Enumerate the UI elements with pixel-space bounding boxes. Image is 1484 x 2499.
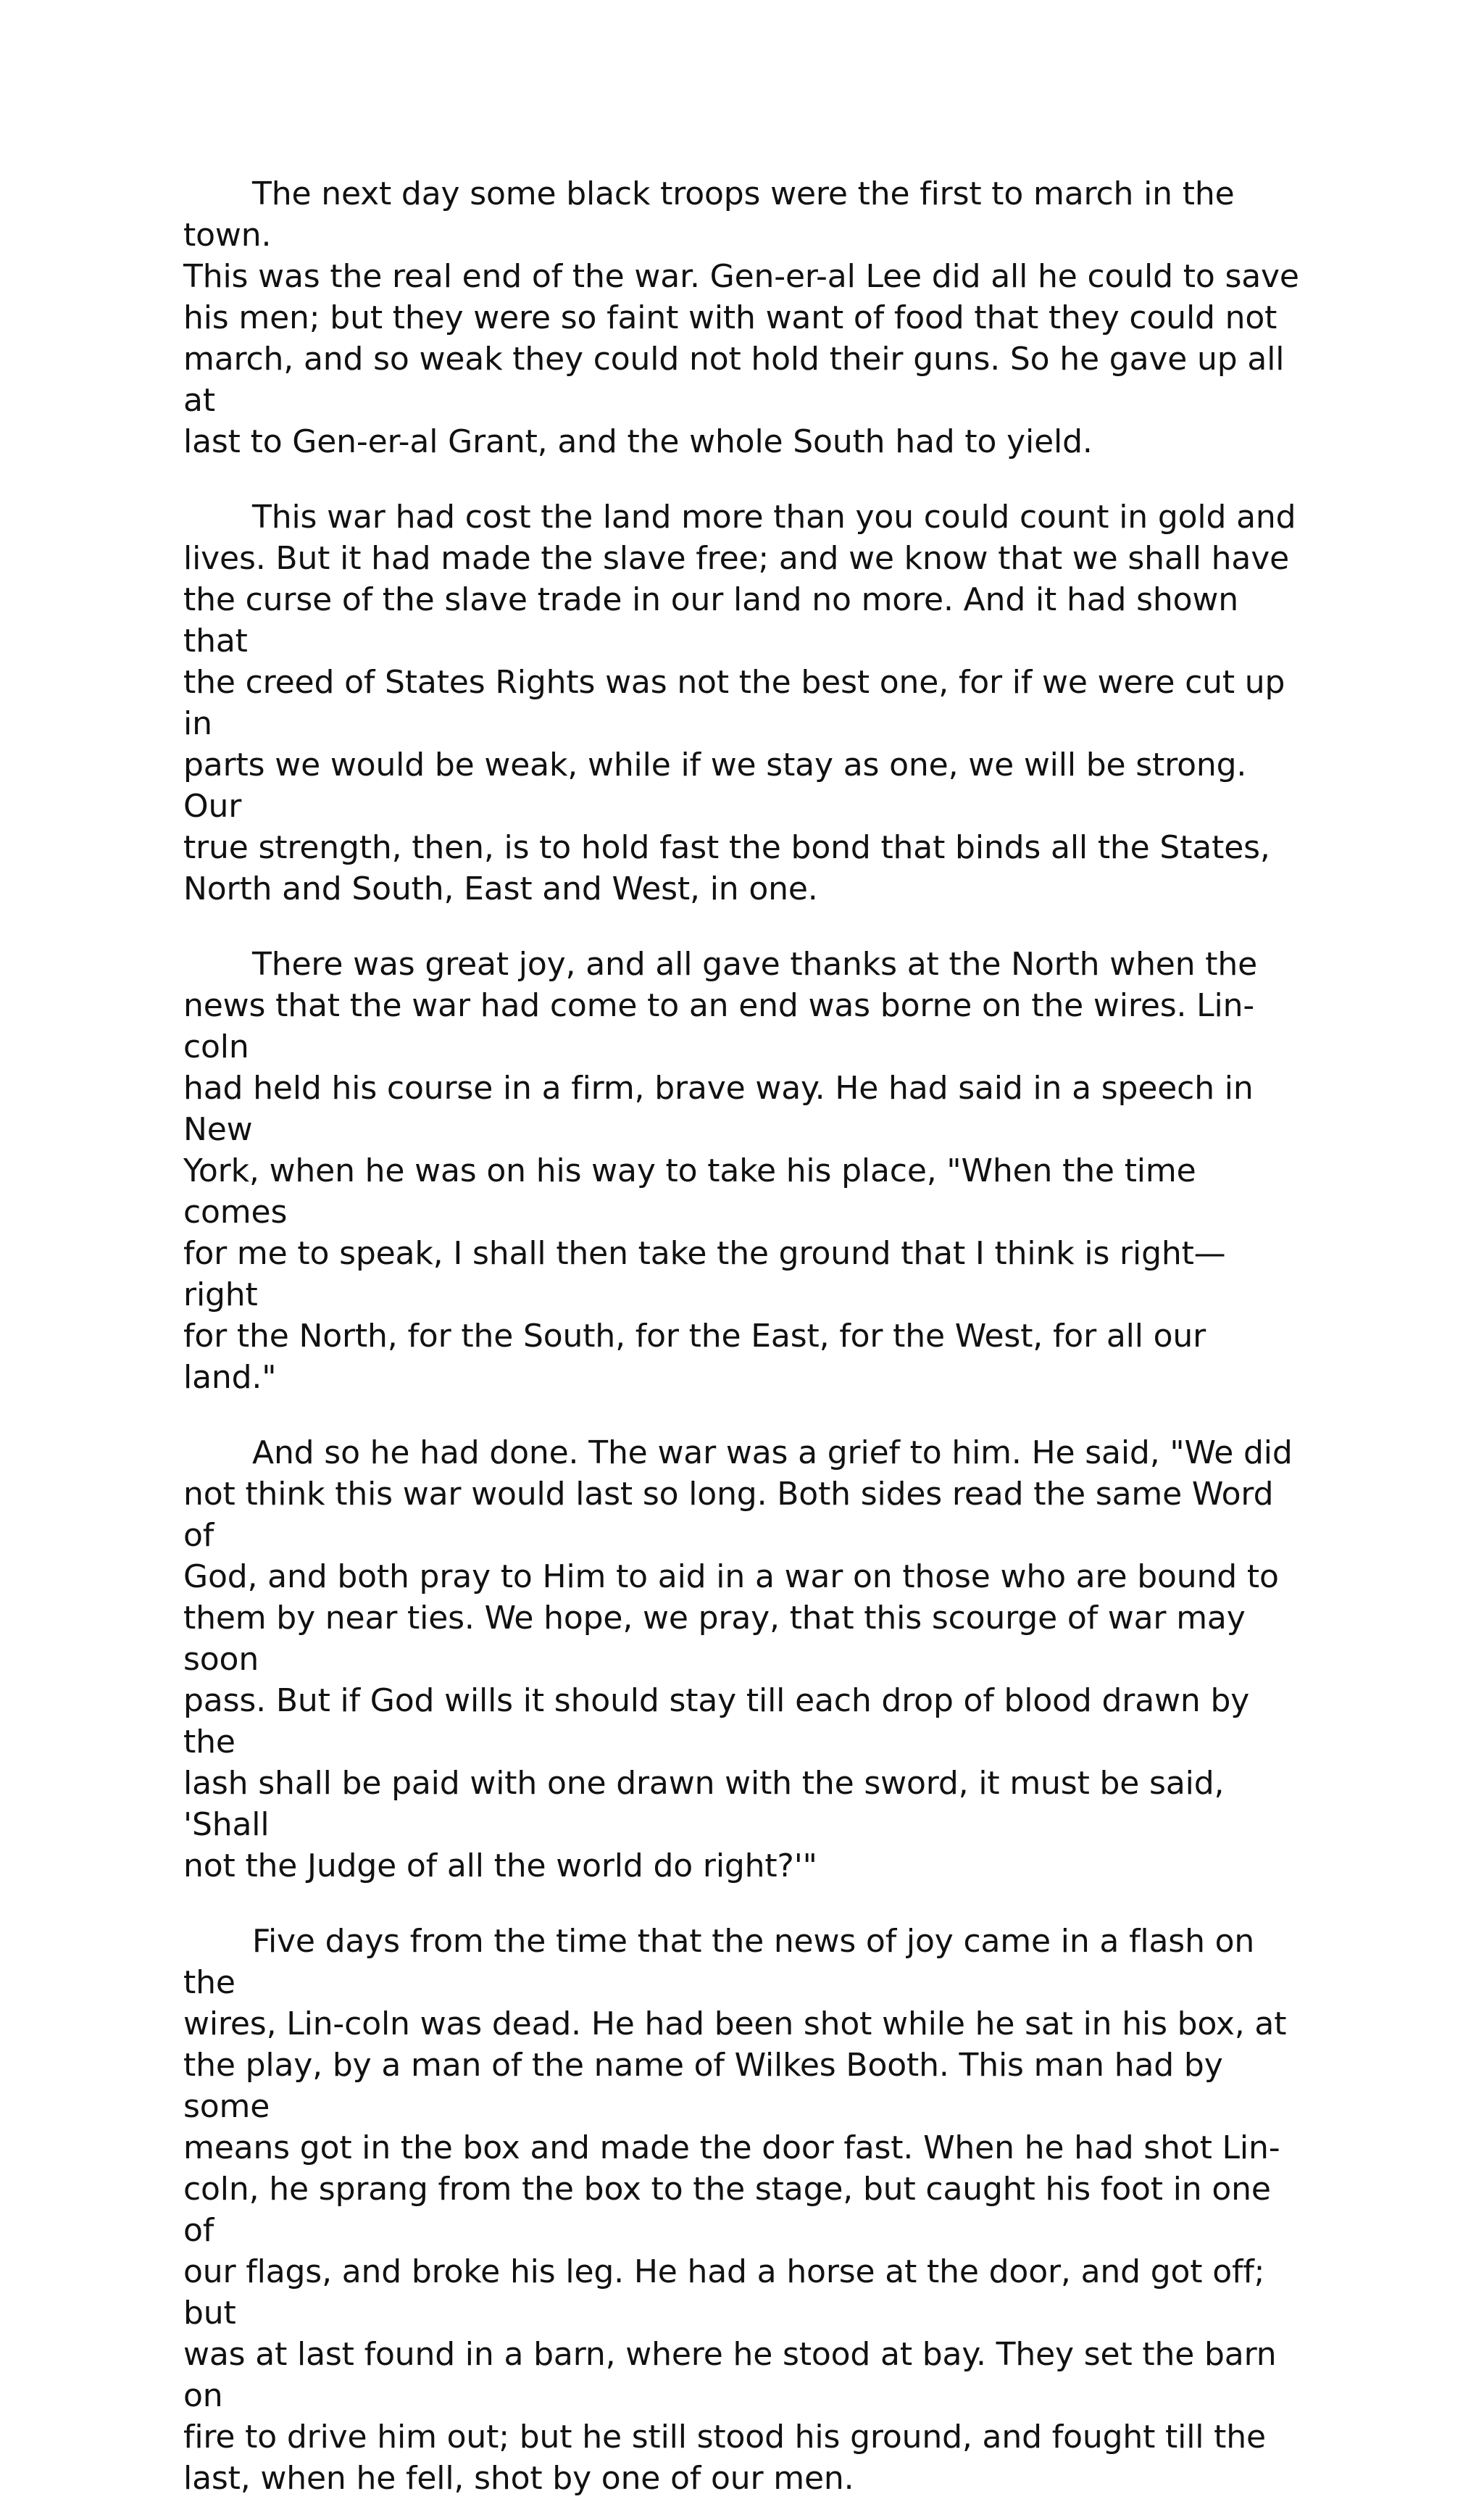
paragraph-5: Five days from the time that the news of joy came in a flash on the wires, Lin-coln was dead. He had been shot while he sat in his box, at the play, by a man of the name of Wilkes Booth. This man had by some means got in the box and made the door fast. When he had shot Lin- coln, he sprang from the box to the stage, but caught his foot in one of our flags, and broke his leg. He had a horse at the door, and got off; but was at last found in a barn, where he stood at bay. They set the barn on fire to drive him out; but he still stood his ground, and fought till the last, when he fell, shot by one of our men.: [183, 1923, 1287, 2497]
paragraph-1: The next day some black troops were the first to march in the town. This was the real end of the war. Gen-er-al Lee did all he could to save his men; but they were so faint with want of food that they could not march, and so weak they could not hold their guns. So he gave up all at last to Gen-er-al Grant, and the whole South had to yield.: [183, 175, 1299, 460]
paragraph-3: There was great joy, and all gave thanks at the North when the news that the war had come to an end was borne on the wires. Lin-coln had held his course in a firm, brave way. He had said in a speech in New York, when he was on his way to take his place, "When the time comes for me to speak, I shall then take the ground that I think is right—right for the North, for the South, for the East, for the West, for all our land.": [183, 946, 1258, 1396]
paragraph-2: This war had cost the land more than you could count in gold and lives. But it had made the slave free; and we know that we shall have the curse of the slave trade in our land no more. And it had shown that the creed of States Rights was not the best one, for if we were cut up in parts we would be weak, while if we stay as one, we will be strong. Our true strength, then, is to hold fast the bond that binds all the States, North and South, East and West, in one.: [183, 499, 1296, 907]
paragraph-4: And so he had done. The war was a grief to him. He said, "We did not think this war would last so long. Both sides read the same Word of God, and both pray to Him to aid in a war on those who are bound to them by near ties. We hope, we pray, that this scourge of war may soon pass. But if God wills it should stay till each drop of blood drawn by the lash shall be paid with one drawn with the sword, it must be said, 'Shall not the Judge of all the world do right?'": [183, 1434, 1293, 1884]
document-page: [183, 173, 1299, 2499]
